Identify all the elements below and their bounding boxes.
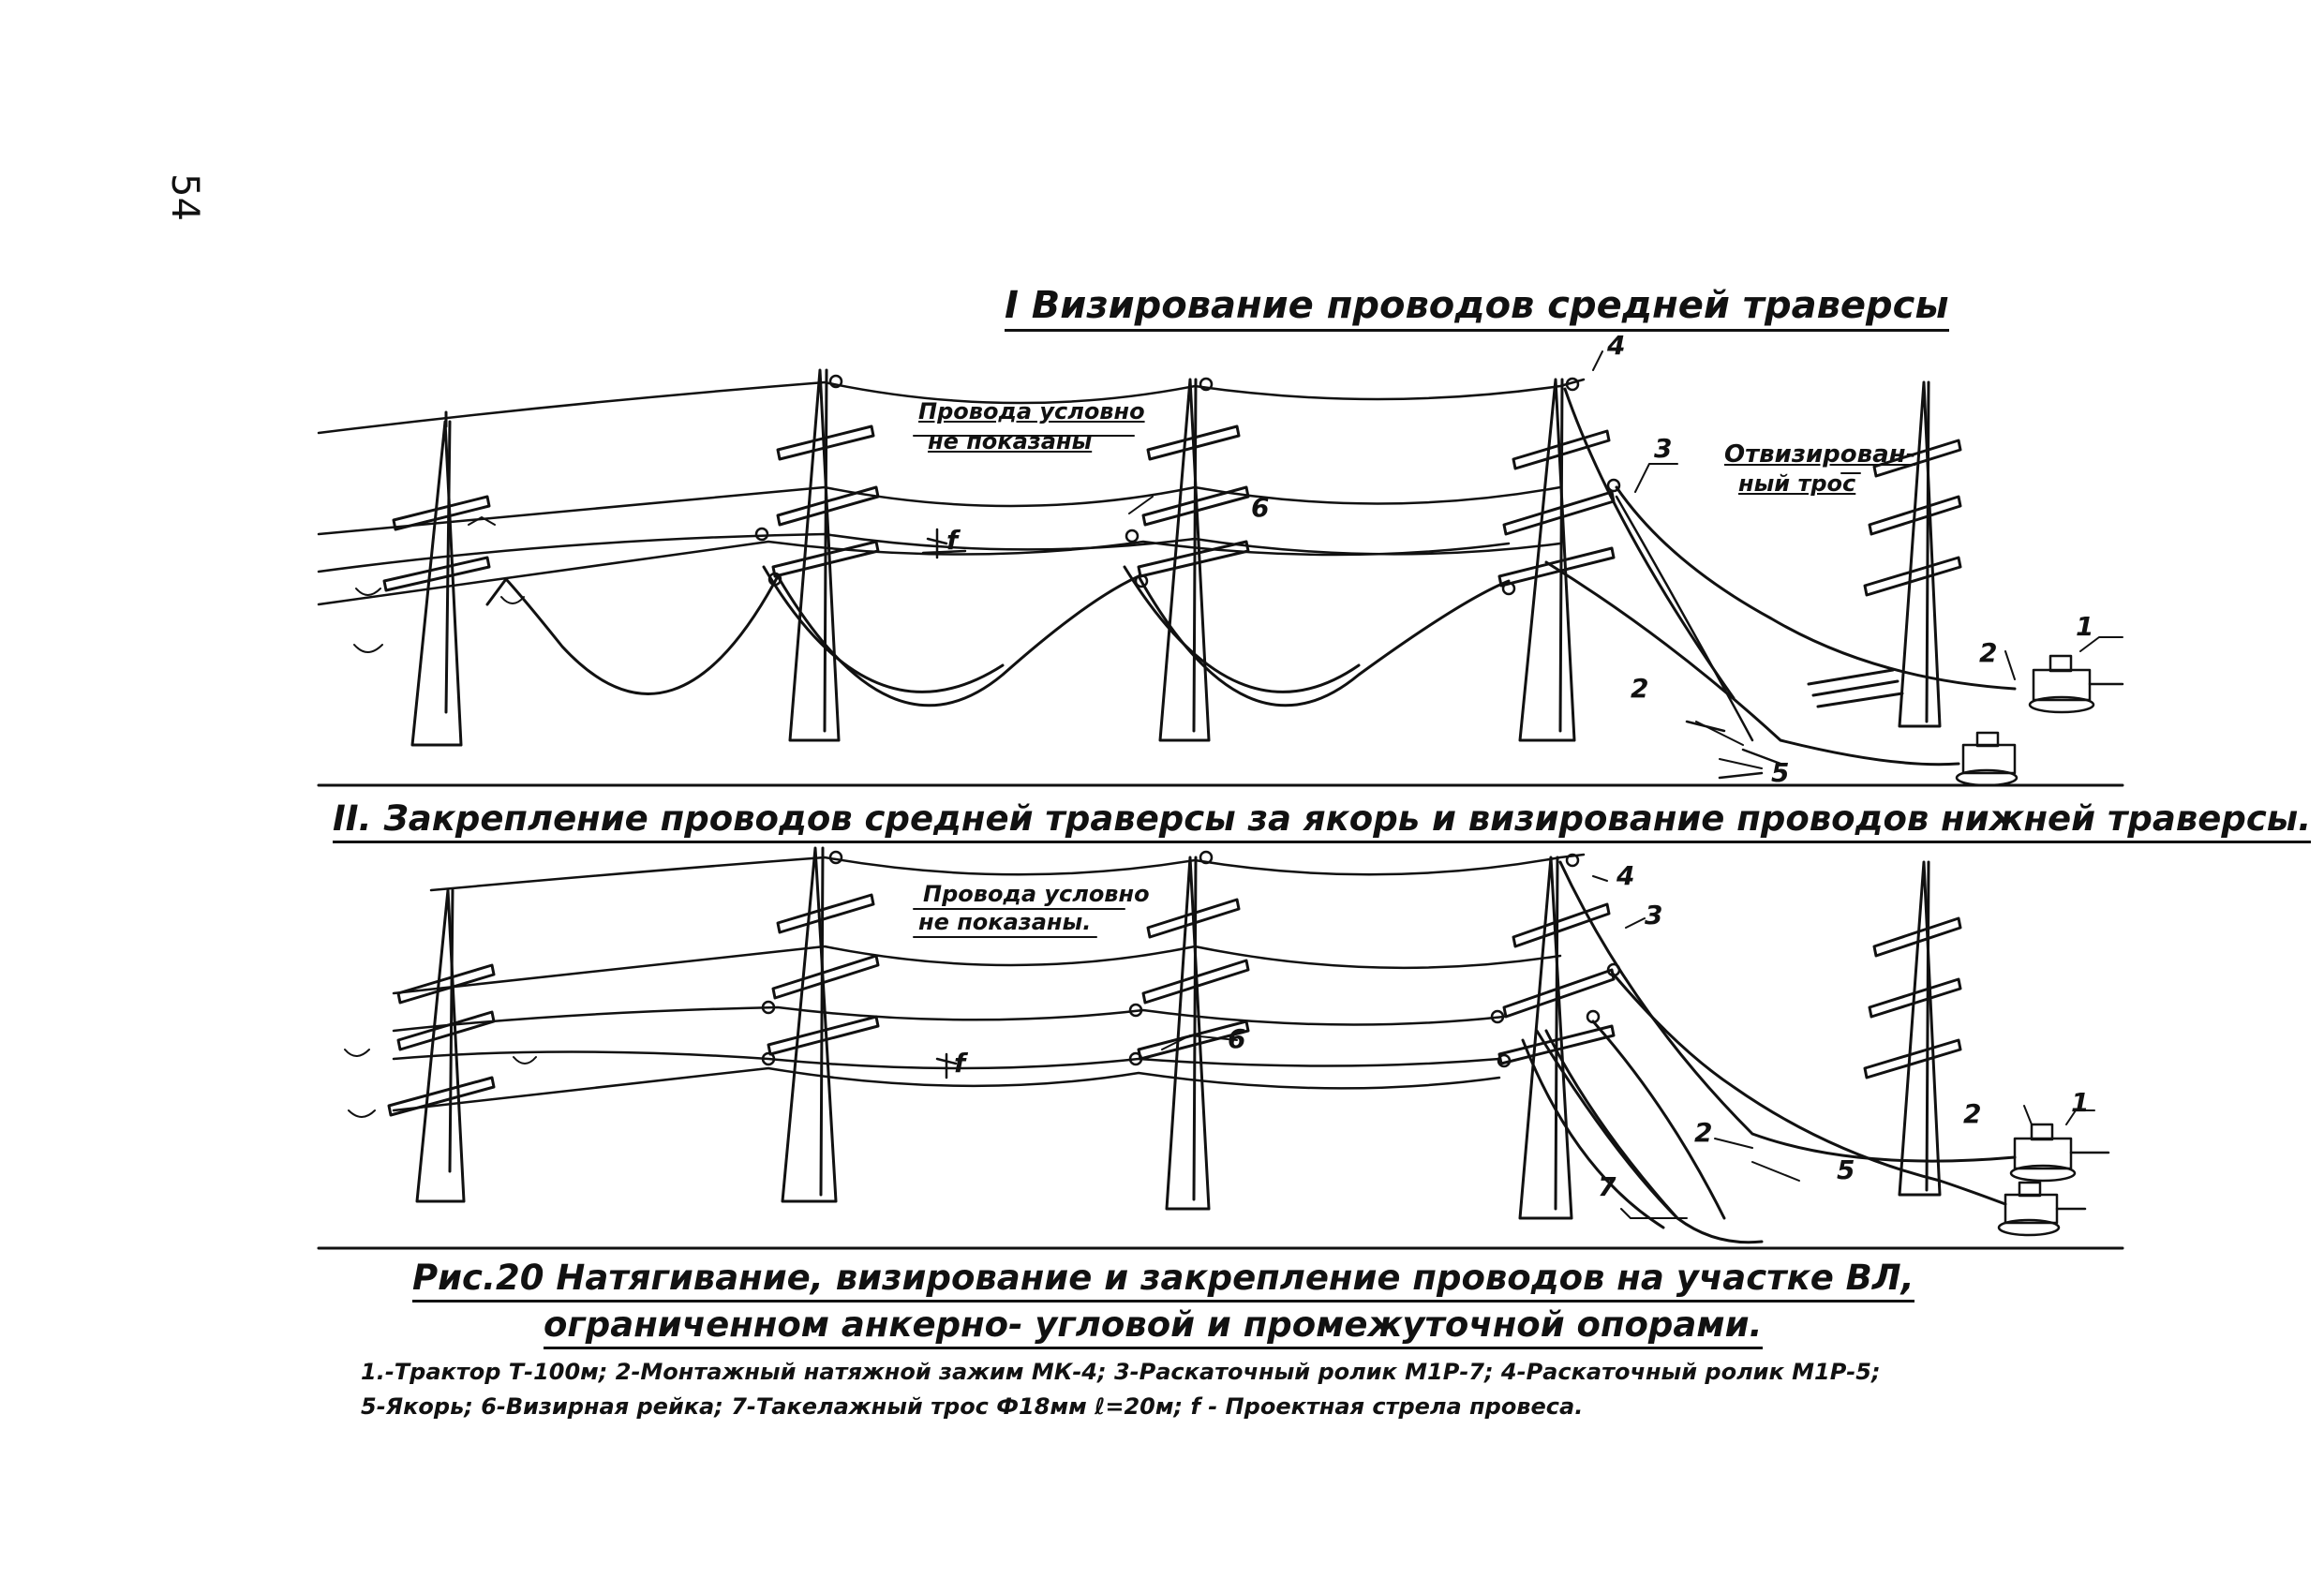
s2-sighting-rod (937, 1054, 956, 1078)
s2-pull-cable-4 (1546, 1031, 1762, 1243)
legend-line2: 5-Якорь; 6-Визирная рейка; 7-Такелажный трос Ф18мм ℓ=20м; f - Проектная стрела провеса. (361, 1393, 1584, 1420)
s2-callout-2a: 2 (1963, 1098, 1982, 1129)
s2-tractor-2 (1999, 1183, 2085, 1235)
s1-callout-4: 4 (1607, 330, 1626, 361)
s2-callout-3: 3 (1645, 900, 1663, 930)
section1-title: I Визирование проводов средней траверсы (1005, 284, 1949, 332)
tower-2-5 (1865, 862, 1960, 1195)
s2-callout-5: 5 (1837, 1154, 1855, 1185)
s2-note-line1: Провода условно (923, 881, 1150, 907)
s2-callout-6: 6 (1228, 1023, 1246, 1054)
page-number: 54 (163, 173, 206, 221)
tower-2-2 (768, 848, 878, 1201)
s1-note-line2: не показаны (928, 428, 1093, 454)
s1-callout-2a: 2 (1979, 637, 1998, 668)
s1-callout-6: 6 (1251, 492, 1270, 523)
s2-callout-f: f (954, 1048, 966, 1079)
tower-2-1 (389, 890, 494, 1201)
section2-title: II. Закрепление проводов средней траверсы за якорь и визирование проводов нижней траверсы. (333, 798, 2311, 843)
s1-callout-5: 5 (1771, 757, 1790, 788)
tower-2-4 (1499, 857, 1614, 1218)
s2-anchors-left (345, 1050, 536, 1117)
s2-callout-2b: 2 (1694, 1117, 1713, 1148)
s2-callout-7: 7 (1598, 1171, 1616, 1202)
s1-callout-2b: 2 (1631, 673, 1649, 704)
s1-note-line1: Провода условно (918, 398, 1145, 424)
s2-callout-4: 4 (1616, 860, 1635, 891)
s2-wire-2 (394, 946, 1560, 993)
legend-line1: 1.-Трактор Т-100м; 2-Монтажный натяжной зажим МК-4; 3-Раскаточный ролик М1Р-7; 4-Раскаточный ролик М1Р-5; (361, 1359, 1881, 1385)
s2-tractor-1 (2011, 1124, 2108, 1181)
s1-callout-1: 1 (2076, 611, 2094, 642)
figure-caption-line1: Рис.20 Натягивание, визирование и закрепление проводов на участке ВЛ, (412, 1258, 1914, 1303)
s1-cable-label-line1: Отвизирован- (1724, 440, 1916, 469)
s2-pull-cable-2 (1614, 975, 2005, 1204)
s2-note-line2: не показаны. (918, 909, 1092, 935)
s1-callout-3: 3 (1654, 433, 1673, 464)
figure-caption-line2: ограниченном анкерно- угловой и промежуточной опорами. (544, 1304, 1763, 1349)
s1-callout-f: f (946, 525, 959, 556)
s2-callout-1: 1 (2071, 1087, 2090, 1118)
s2-pull-cable-1 (1560, 862, 2015, 1161)
s2-wire-3 (394, 1007, 1504, 1031)
s1-cable-label-line2: ный трос (1738, 470, 1856, 497)
